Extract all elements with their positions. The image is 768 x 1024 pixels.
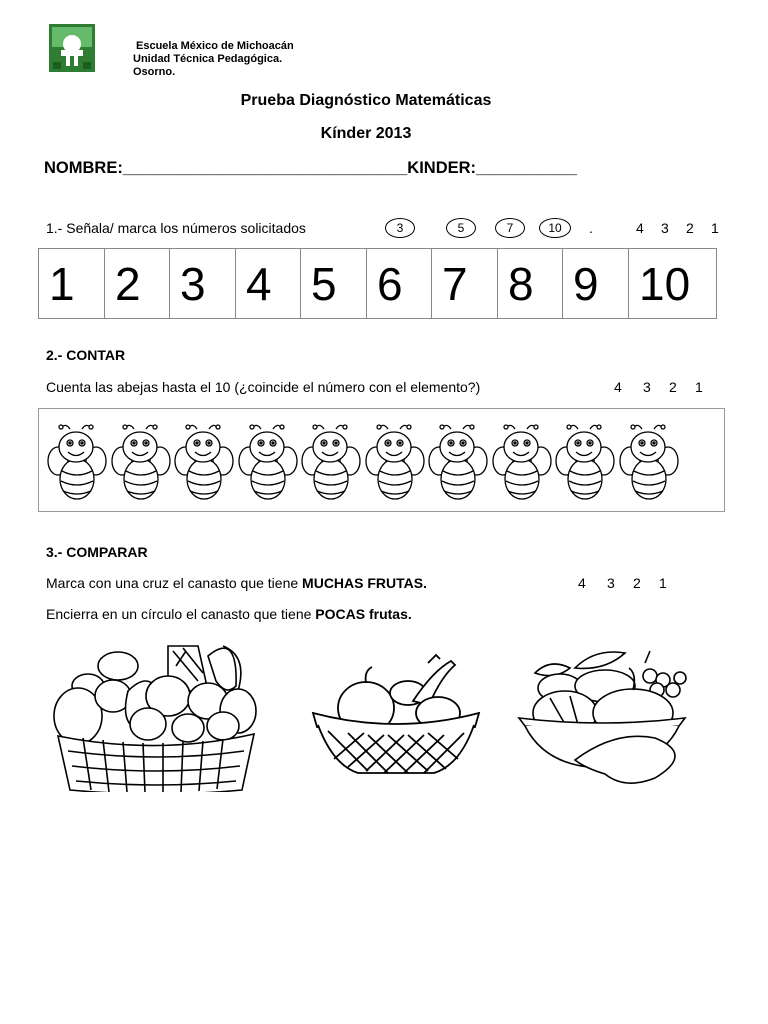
score-3: 3 (643, 379, 651, 395)
school-city: Osorno. (133, 66, 176, 78)
number-cell[interactable]: 3 (170, 249, 236, 318)
bee-icon[interactable] (300, 421, 362, 505)
score-1: 1 (711, 220, 719, 236)
section3-scores (578, 575, 667, 591)
number-cell[interactable]: 4 (236, 249, 301, 318)
score-3: 3 (607, 575, 615, 591)
requested-number-oval: 3 (385, 218, 415, 238)
bee-icon[interactable] (618, 421, 680, 505)
bee-icon[interactable] (46, 421, 108, 505)
school-unit: Unidad Técnica Pedagógica. (133, 53, 283, 65)
section1-instruction: 1.- Señala/ marca los números solicitados (46, 220, 306, 236)
score-2: 2 (669, 379, 677, 395)
school-name: Escuela México de Michoacán (136, 40, 294, 52)
bee-icon[interactable] (427, 421, 489, 505)
number-cell[interactable]: 7 (432, 249, 498, 318)
bee-icon[interactable] (173, 421, 235, 505)
score-1: 1 (695, 379, 703, 395)
number-cell[interactable]: 10 (639, 258, 691, 310)
section3-instruction-1 (46, 575, 427, 591)
section2-instruction: Cuenta las abejas hasta el 10 (¿coincide el número con el elemento?) (46, 379, 481, 395)
school-name-block (133, 40, 294, 79)
number-grid (38, 248, 717, 319)
page-subtitle: Kínder 2013 (320, 125, 412, 142)
number-cell[interactable]: 6 (367, 249, 432, 318)
section1-period: . (589, 220, 593, 236)
section3-instruction-2 (46, 606, 412, 622)
score-4: 4 (636, 220, 644, 236)
fruit-bowl-icon[interactable] (515, 648, 689, 792)
section2-heading: 2.- CONTAR (46, 347, 126, 363)
score-2: 2 (686, 220, 694, 236)
bee-icon[interactable] (554, 421, 616, 505)
requested-number-oval: 10 (539, 218, 571, 238)
bee-icon[interactable] (491, 421, 553, 505)
bee-icon[interactable] (364, 421, 426, 505)
number-cell[interactable]: 9 (563, 249, 629, 318)
small-fruit-basket-icon[interactable] (308, 653, 484, 779)
score-2: 2 (633, 575, 641, 591)
number-cell[interactable]: 2 (105, 249, 170, 318)
bee-icon[interactable] (110, 421, 172, 505)
requested-number-oval: 7 (495, 218, 525, 238)
score-1: 1 (659, 575, 667, 591)
requested-number-oval: 5 (446, 218, 476, 238)
score-4: 4 (578, 575, 586, 591)
section3-heading: 3.- COMPARAR (46, 544, 148, 560)
instruction-emphasis: MUCHAS FRUTAS. (302, 575, 428, 591)
number-cell[interactable]: 5 (301, 249, 367, 318)
school-logo-icon (49, 24, 95, 72)
name-kinder-line: NOMBRE:_______________________________KINDER:___________ (44, 159, 577, 177)
score-3: 3 (661, 220, 669, 236)
bee-count-box (38, 408, 725, 512)
instruction-text: Encierra en un círculo el canasto que tiene (46, 606, 316, 622)
full-fruit-basket-icon[interactable] (48, 636, 260, 792)
number-cell[interactable]: 8 (498, 249, 563, 318)
section2-scores (614, 379, 703, 395)
page-title: Prueba Diagnóstico Matemáticas (240, 92, 492, 109)
bee-icon[interactable] (237, 421, 299, 505)
instruction-emphasis: POCAS frutas. (315, 606, 412, 622)
instruction-text: Marca con una cruz el canasto que tiene (46, 575, 303, 591)
section1-scores (636, 220, 719, 236)
score-4: 4 (614, 379, 622, 395)
number-cell[interactable]: 1 (39, 249, 105, 318)
